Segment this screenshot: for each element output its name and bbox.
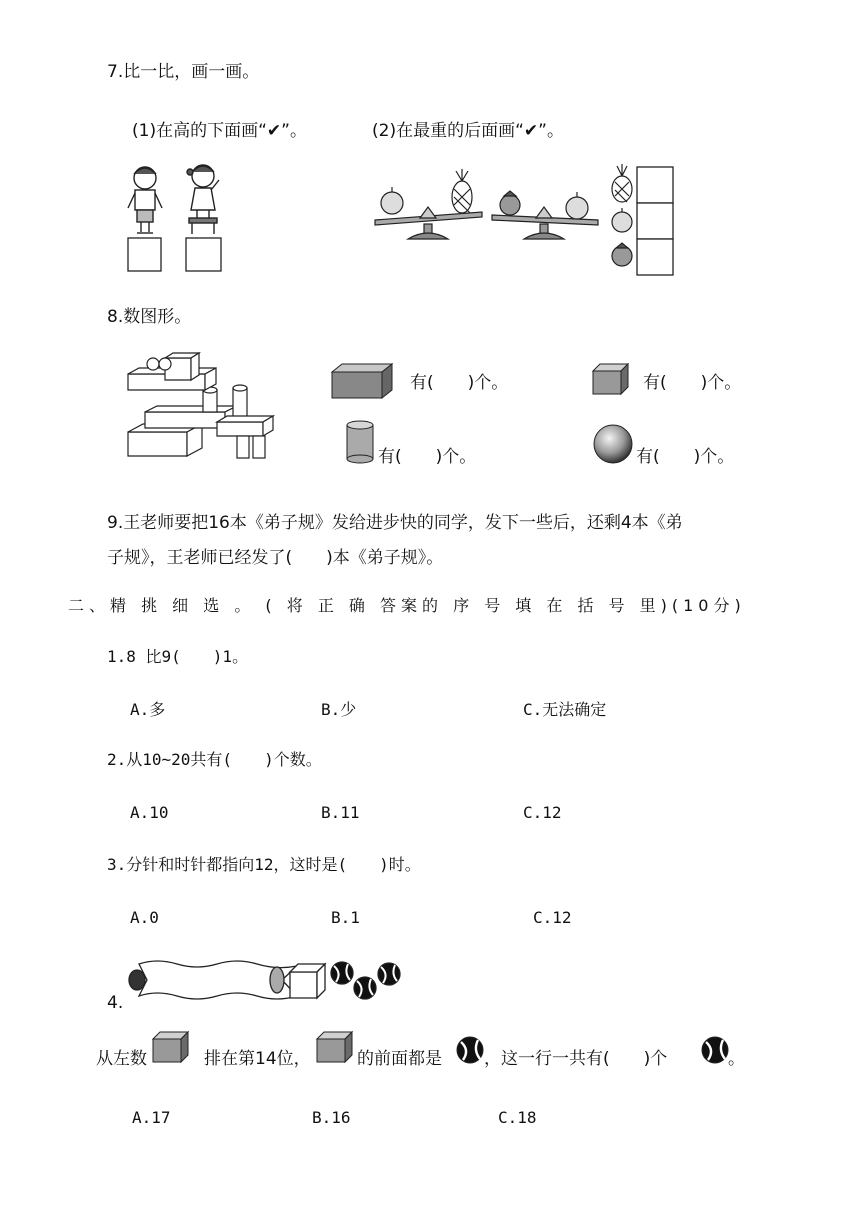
mc4-text-c: 的前面都是: [357, 1049, 442, 1069]
q9-line2: 子规》，王老师已经发了( )本《弟子规》。: [107, 548, 444, 568]
mc2-option-b[interactable]: B.11: [321, 803, 360, 822]
answer-box-pineapple[interactable]: [637, 167, 673, 203]
mc2-question: 2.从10~20共有( )个数。: [107, 750, 322, 769]
mc1-question: 1.8 比9( )1。: [107, 647, 249, 666]
answer-box-apple[interactable]: [637, 203, 673, 239]
q9-line1: 9.王老师要把16本《弟子规》发给进步快的同学，发下一些后，还剩4本《弟: [107, 513, 683, 533]
balance-scale-2: [492, 191, 598, 239]
ball-icon: [700, 1035, 730, 1065]
mc4-number: 4.: [107, 993, 124, 1013]
cuboid-count-label[interactable]: 有( )个。: [410, 373, 509, 393]
answer-box-boy[interactable]: [128, 238, 161, 271]
q8-title: 8.数图形。: [107, 307, 192, 327]
cylinder-icon: [344, 419, 376, 465]
mc4-text-d: ，这一行一共有( )个: [484, 1049, 668, 1069]
mc4-option-a[interactable]: A.17: [132, 1108, 171, 1127]
mc4-option-b[interactable]: B.16: [312, 1108, 351, 1127]
mc2-option-a[interactable]: A.10: [130, 803, 169, 822]
mc1-option-b[interactable]: B.少: [321, 700, 357, 719]
q7-part2: (2)在最重的后面画“✔”。: [372, 121, 564, 141]
section-heading: 二、精 挑 细 选 。 ( 将 正 确 答案的 序 号 填 在 括 号 里)(10分): [68, 596, 746, 615]
q7-part1: (1)在高的下面画“✔”。: [132, 121, 307, 141]
boy-figure: [128, 167, 162, 233]
block-stack-figure: [125, 350, 275, 462]
q7-title: 7.比一比，画一画。: [107, 62, 260, 82]
girl-figure: [187, 165, 219, 234]
ball-icon: [455, 1035, 485, 1065]
cylinder-count-label[interactable]: 有( )个。: [378, 447, 477, 467]
fruit-answer-column: [605, 162, 675, 278]
hidden-row-figure: [127, 958, 412, 1004]
sphere-count-label[interactable]: 有( )个。: [636, 447, 735, 467]
answer-box-persimmon[interactable]: [637, 239, 673, 275]
mc4-text-e: 。: [728, 1049, 745, 1069]
mc1-option-c[interactable]: C.无法确定: [523, 700, 607, 719]
answer-box-girl[interactable]: [186, 238, 221, 271]
apple-icon: [612, 212, 632, 232]
mc3-option-b[interactable]: B.1: [331, 908, 360, 927]
mc4-text-a: 从左数: [96, 1049, 147, 1069]
height-comparison-figure: [115, 160, 225, 275]
cube-icon: [591, 362, 631, 396]
cuboid-icon: [330, 362, 396, 400]
sphere-icon: [592, 423, 634, 465]
mc4-text-b: 排在第14位，: [204, 1049, 311, 1069]
mc4-option-c[interactable]: C.18: [498, 1108, 537, 1127]
cube-count-label[interactable]: 有( )个。: [643, 373, 742, 393]
balance-scale-figure: [370, 175, 620, 255]
cube-icon: [315, 1030, 355, 1064]
mc3-option-a[interactable]: A.0: [130, 908, 159, 927]
persimmon-icon: [612, 246, 632, 266]
balance-scale-1: [375, 169, 482, 239]
cube-icon: [151, 1030, 191, 1064]
mc3-question: 3.分针和时针都指向12，这时是( )时。: [107, 855, 421, 874]
mc3-option-c[interactable]: C.12: [533, 908, 572, 927]
mc2-option-c[interactable]: C.12: [523, 803, 562, 822]
mc1-option-a[interactable]: A.多: [130, 700, 166, 719]
